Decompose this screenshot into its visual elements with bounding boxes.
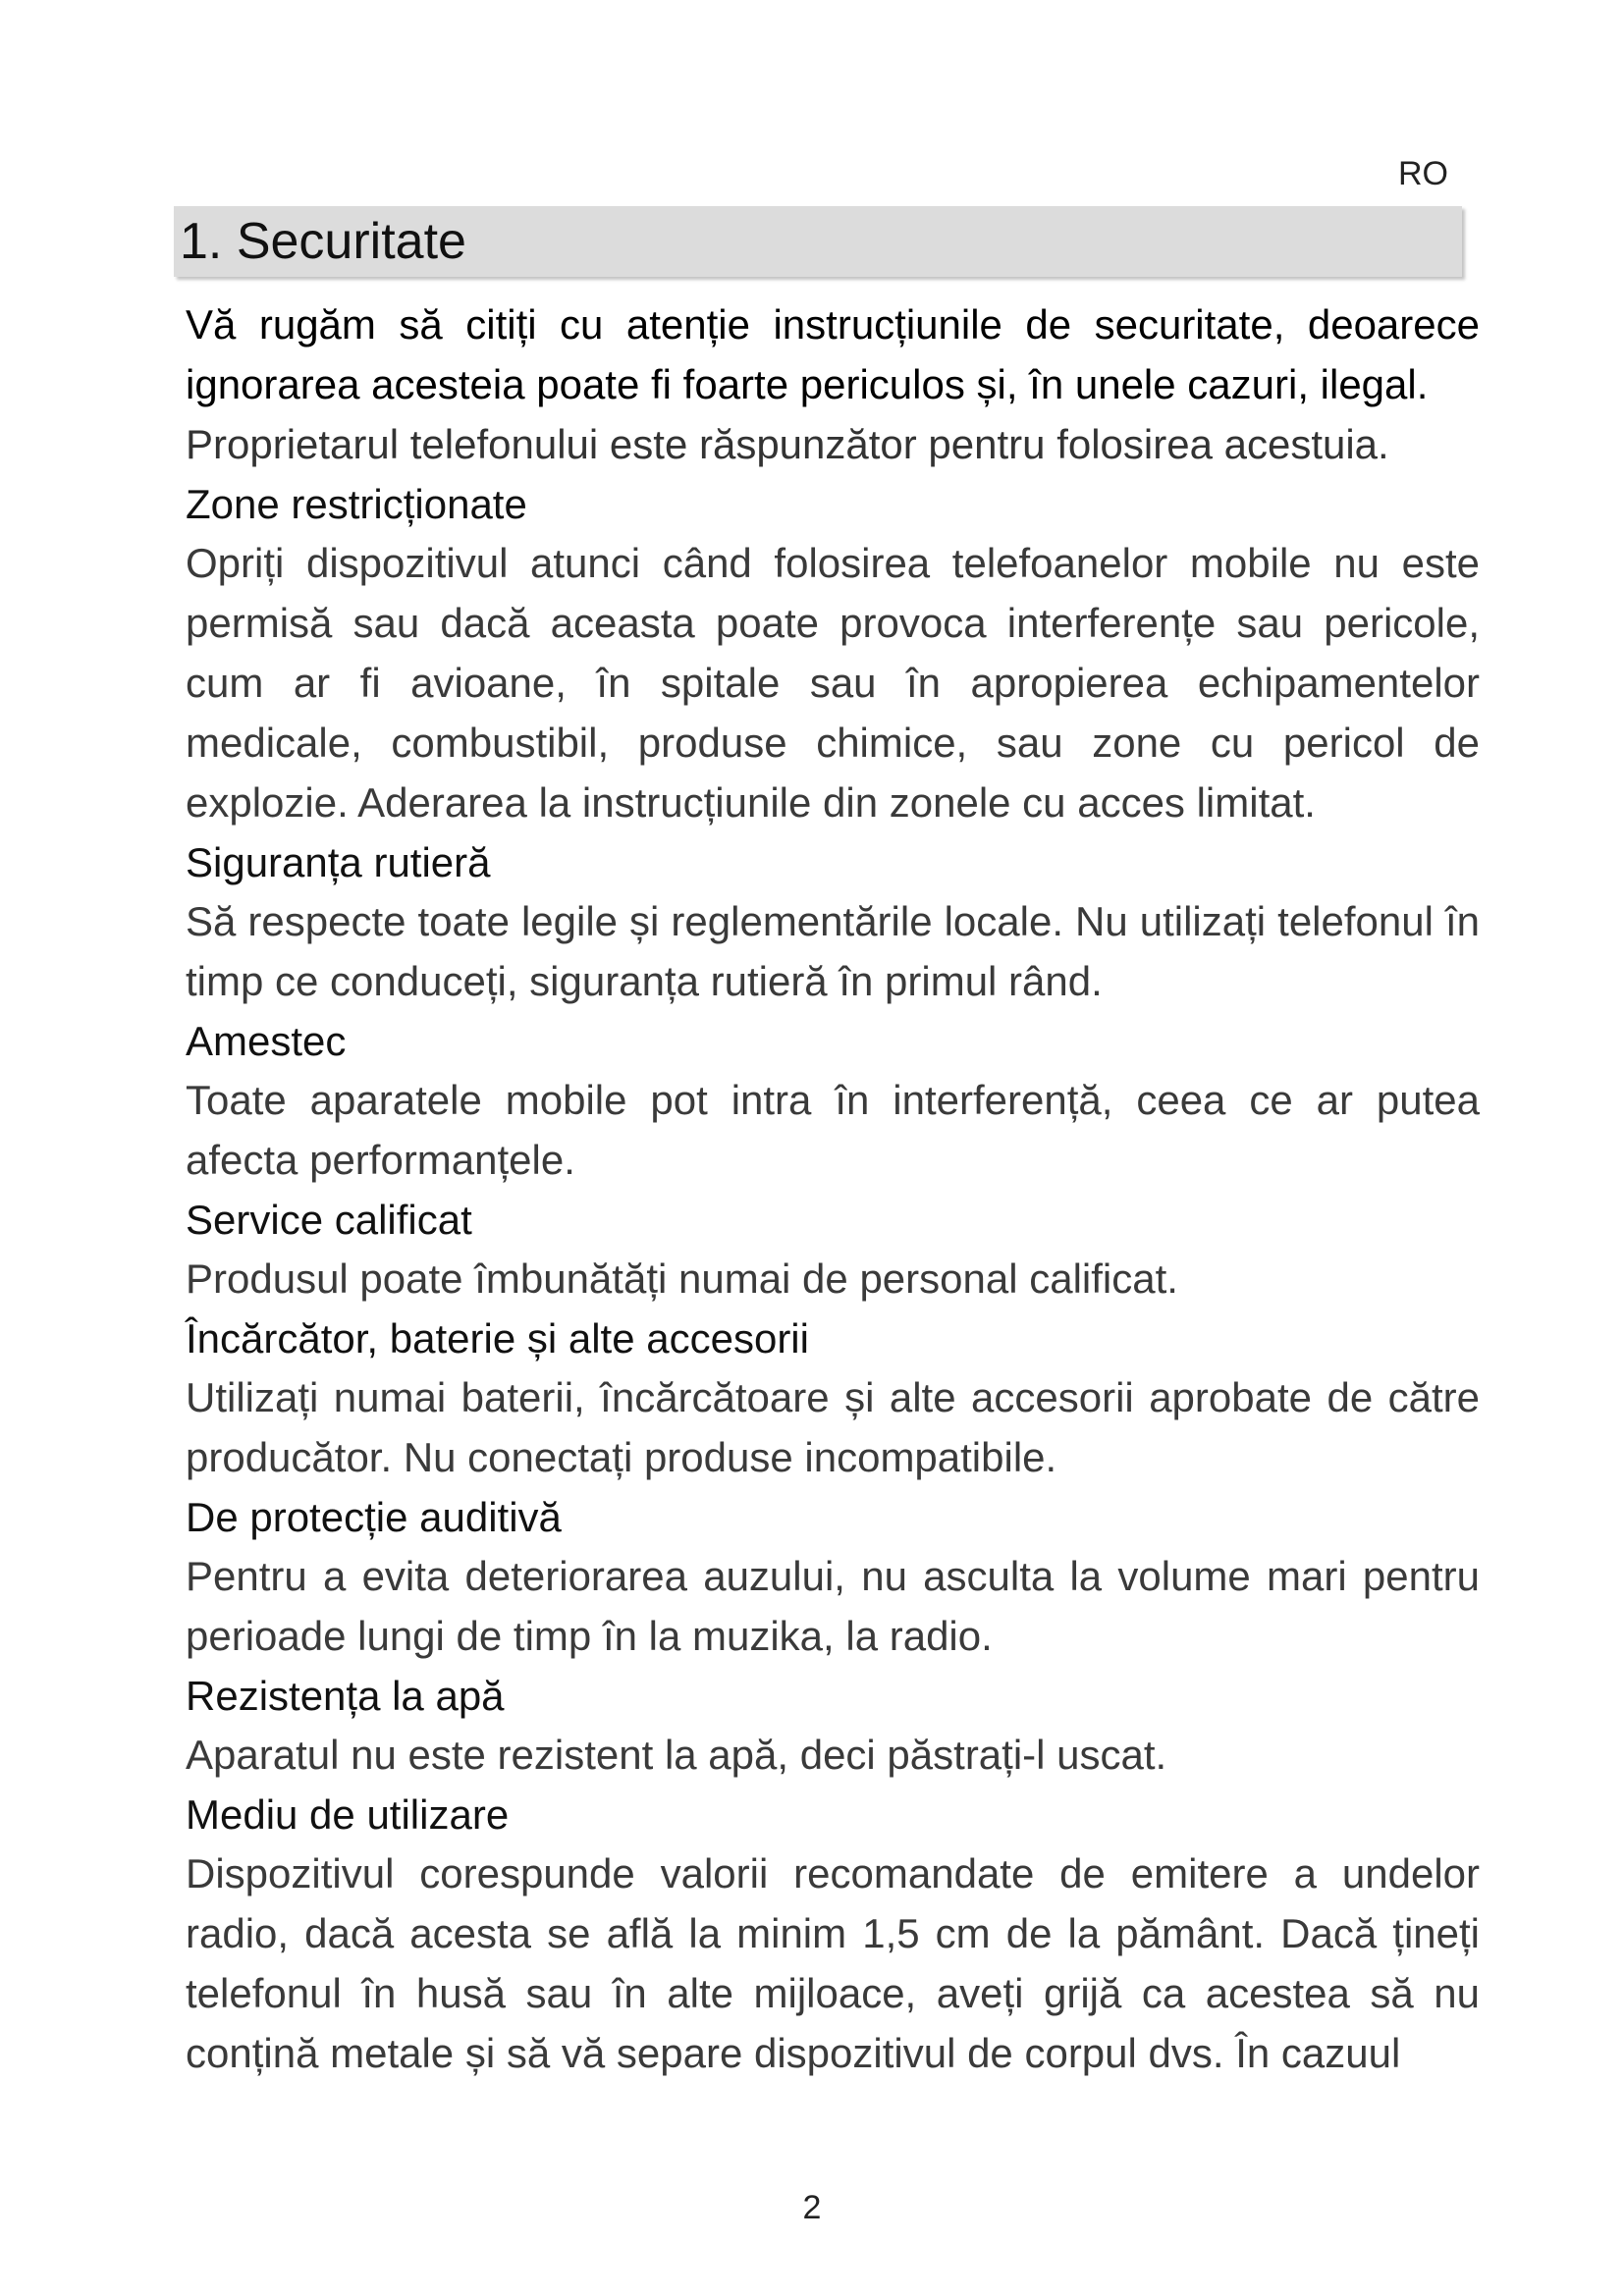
subsection-text: Utilizați numai baterii, încărcătoare și alte accesorii aprobate de către producător. Nu conectați produse incompatibile. <box>186 1374 1480 1480</box>
subsection-heading: Service calificat <box>186 1197 472 1243</box>
page-number: 2 <box>802 2189 822 2226</box>
subsection-text: Să respecte toate legile și reglementările locale. Nu utilizați telefonul în timp ce conduceți, siguranța rutieră în primul rând. <box>186 898 1480 1004</box>
subsection-text: Dispozitivul corespunde valorii recomandate de emitere a undelor radio, dacă acesta se află la minim 1,5 cm de la pământ. Dacă țineți telefonul în husă sau în alte mijloace, aveți grijă ca acestea să nu conțină metale și să vă separe dispozitivul de corpul dvs. În cazuul <box>186 1850 1480 2076</box>
subsection-heading: Zone restricționate <box>186 481 527 527</box>
subsection-heading: Rezistența la apă <box>186 1673 505 1719</box>
section-title: 1. Securitate <box>180 213 466 270</box>
section-title-bar <box>174 206 1462 277</box>
subsection-text: Pentru a evita deteriorarea auzului, nu asculta la volume mari pentru perioade lungi de timp în la muzika, la radio. <box>186 1553 1480 1659</box>
document-body <box>186 294 1480 2083</box>
subsection-heading: Mediu de utilizare <box>186 1791 510 1838</box>
subsection-heading: Încărcător, baterie și alte accesorii <box>186 1315 809 1362</box>
intro-paragraph: Vă rugăm să citiți cu atenție instrucțiunile de securitate, deoarece ignorarea acesteia poate fi foarte periculos și, în unele cazuri, ilegal. <box>186 301 1480 407</box>
language-code: RO <box>1398 155 1448 192</box>
subsection-heading: Siguranța rutieră <box>186 839 491 885</box>
subsection-heading: De protecție auditivă <box>186 1494 562 1540</box>
owner-responsibility: Proprietarul telefonului este răspunzător pentru folosirea acestuia. <box>186 421 1389 467</box>
subsection-text: Opriți dispozitivul atunci când folosirea telefoanelor mobile nu este permisă sau dacă aceasta poate provoca interferențe sau pericole, cum ar fi avioane, în spitale sau în apropierea echipamentelor medicale, combustibil, produse chimice, sau zone cu pericol de explozie. Aderarea la instrucțiunile din zonele cu acces limitat. <box>186 540 1480 826</box>
subsection-text: Produsul poate îmbunătăți numai de personal calificat. <box>186 1255 1178 1302</box>
subsection-heading: Amestec <box>186 1018 347 1064</box>
subsection-text: Toate aparatele mobile pot intra în interferență, ceea ce ar putea afecta performanțele. <box>186 1077 1480 1183</box>
subsection-text: Aparatul nu este rezistent la apă, deci păstrați-l uscat. <box>186 1732 1167 1778</box>
